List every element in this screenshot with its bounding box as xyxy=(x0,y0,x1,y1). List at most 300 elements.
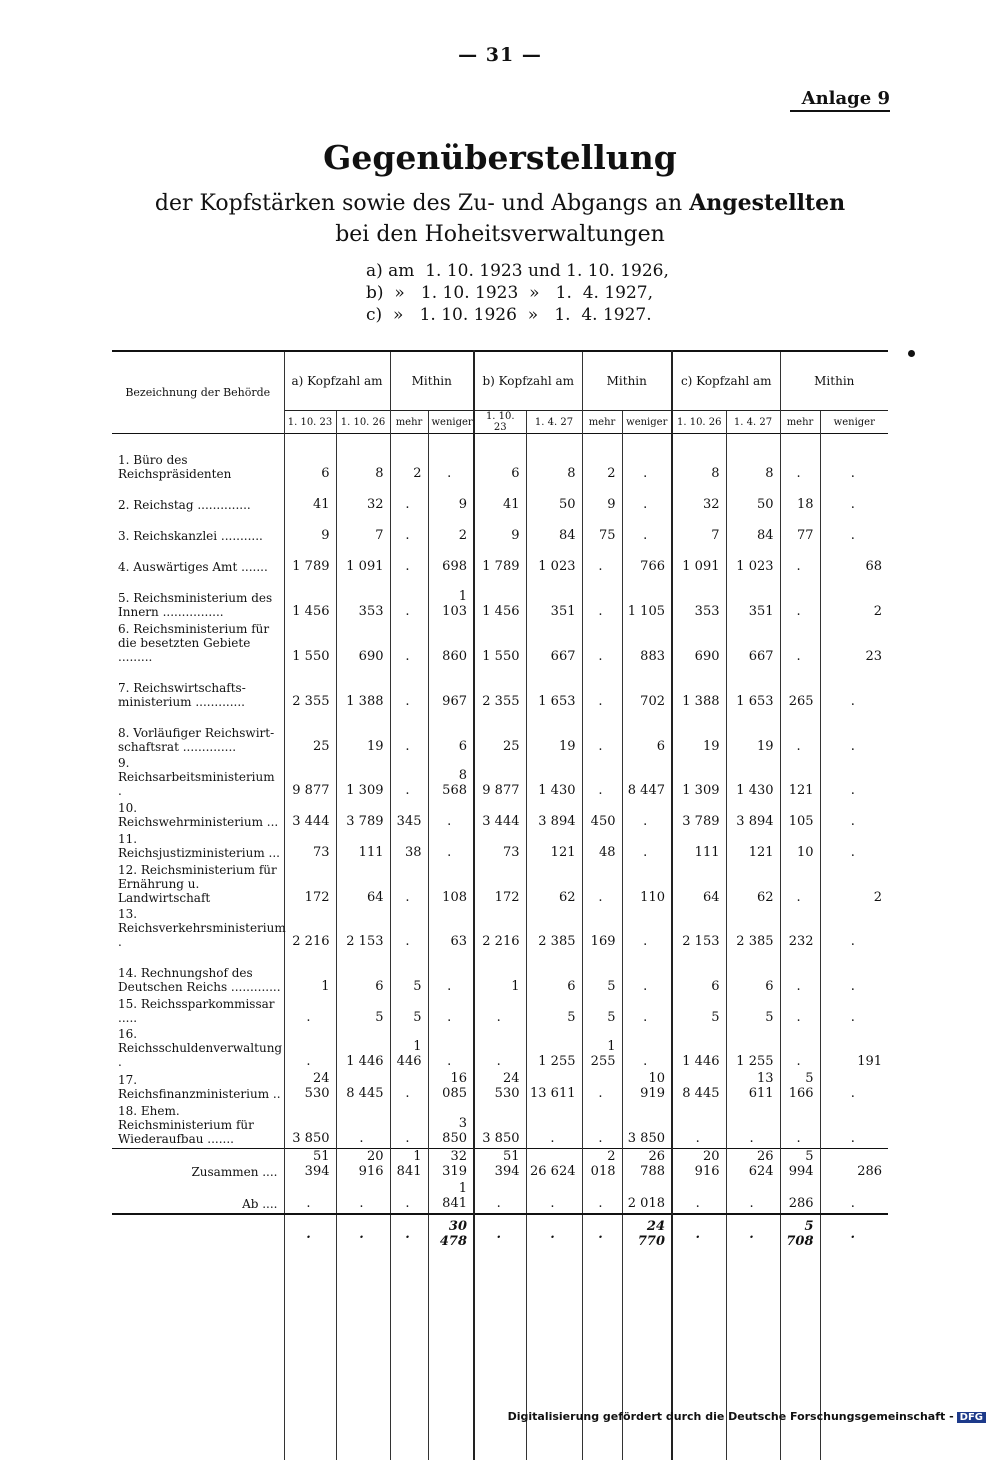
margin-dot xyxy=(908,350,915,357)
value-cell: 84 xyxy=(726,514,780,545)
annex-label: Anlage 9 xyxy=(790,88,890,112)
value-cell: 108 xyxy=(428,862,474,907)
table-row xyxy=(112,800,888,831)
value-cell: . xyxy=(474,1181,526,1214)
value-cell: 1 430 xyxy=(526,756,582,800)
value-cell: . xyxy=(336,1103,390,1149)
page-title: Gegenüberstellung xyxy=(323,138,677,177)
value-cell: 105 xyxy=(780,800,820,831)
value-cell: 8 445 xyxy=(336,1071,390,1103)
footer-text: Digitalisierung gefördert durch die Deutsche Forschungsgemeinschaft - xyxy=(507,1410,954,1423)
value-cell: 2 355 xyxy=(474,666,526,711)
value-cell: . xyxy=(474,996,526,1027)
value-cell: 8 447 xyxy=(622,756,672,800)
value-cell: 3 850 xyxy=(622,1103,672,1149)
value-cell: 30 478 xyxy=(428,1214,474,1255)
value-cell: 5 xyxy=(526,996,582,1027)
value-cell: . xyxy=(284,1214,336,1255)
value-cell: 1 xyxy=(284,951,336,996)
spacer-row xyxy=(112,434,888,453)
row-label: 7. Reichswirtschafts-ministerium ............. xyxy=(118,681,246,709)
table-row xyxy=(112,576,888,621)
value-cell: 3 789 xyxy=(672,800,726,831)
row-label: 13. Reichsverkehrsministerium . xyxy=(118,907,286,949)
value-cell: 73 xyxy=(284,831,336,862)
value-cell: 10 919 xyxy=(622,1071,672,1103)
value-cell: . xyxy=(622,831,672,862)
value-cell: . xyxy=(582,576,622,621)
value-cell: . xyxy=(672,1214,726,1255)
value-cell: . xyxy=(622,483,672,514)
value-cell: 3 789 xyxy=(336,800,390,831)
table-row xyxy=(112,666,888,711)
value-cell: . xyxy=(780,862,820,907)
value-cell: 2 385 xyxy=(726,907,780,951)
value-cell: 110 xyxy=(622,862,672,907)
value-cell: 690 xyxy=(336,621,390,666)
value-cell: 1 550 xyxy=(474,621,526,666)
value-cell: . xyxy=(390,1103,428,1149)
value-cell: 5 166 xyxy=(780,1071,820,1103)
value-cell: . xyxy=(672,1103,726,1149)
header-c: c) Kopfzahl am xyxy=(672,351,780,411)
value-cell: 3 894 xyxy=(726,800,780,831)
value-cell: . xyxy=(622,452,672,483)
value-cell: 32 xyxy=(336,483,390,514)
value-cell: 9 877 xyxy=(474,756,526,800)
value-cell: 20 916 xyxy=(336,1149,390,1182)
value-cell: 2 018 xyxy=(582,1149,622,1182)
value-cell: . xyxy=(622,514,672,545)
value-cell: . xyxy=(336,1181,390,1214)
value-cell: . xyxy=(622,907,672,951)
value-cell: 9 877 xyxy=(284,756,336,800)
table-row xyxy=(112,951,888,996)
value-cell: . xyxy=(780,576,820,621)
value-cell: 9 xyxy=(428,483,474,514)
header-mithin-a: Mithin xyxy=(390,351,474,411)
value-cell: . xyxy=(622,1027,672,1071)
value-cell: 10 xyxy=(780,831,820,862)
final-row xyxy=(112,1214,888,1255)
value-cell: 9 xyxy=(474,514,526,545)
value-cell: 63 xyxy=(428,907,474,951)
value-cell: 9 xyxy=(582,483,622,514)
value-cell: 25 xyxy=(474,711,526,756)
value-cell: . xyxy=(820,452,888,483)
value-cell: . xyxy=(284,1027,336,1071)
value-cell: 967 xyxy=(428,666,474,711)
subheader-cell: mehr xyxy=(390,411,428,434)
subheader-cell: 1. 4. 27 xyxy=(726,411,780,434)
value-cell: . xyxy=(780,996,820,1027)
value-cell: . xyxy=(820,666,888,711)
value-cell: . xyxy=(820,514,888,545)
value-cell: 2 018 xyxy=(622,1181,672,1214)
value-cell: 8 xyxy=(726,452,780,483)
value-cell: 2 xyxy=(820,576,888,621)
value-cell: 16 085 xyxy=(428,1071,474,1103)
value-cell: 2 153 xyxy=(672,907,726,951)
dfg-logo: DFG xyxy=(957,1412,986,1423)
value-cell: . xyxy=(582,666,622,711)
ab-row xyxy=(112,1181,888,1214)
value-cell: . xyxy=(526,1181,582,1214)
value-cell: . xyxy=(390,621,428,666)
value-cell: 64 xyxy=(336,862,390,907)
value-cell: 1 309 xyxy=(336,756,390,800)
value-cell: . xyxy=(726,1103,780,1149)
subheader-cell: mehr xyxy=(582,411,622,434)
value-cell: 351 xyxy=(726,576,780,621)
value-cell: 2 153 xyxy=(336,907,390,951)
value-cell: . xyxy=(390,666,428,711)
header-mithin-b: Mithin xyxy=(582,351,672,411)
value-cell: . xyxy=(582,545,622,576)
table-row xyxy=(112,831,888,862)
value-cell: . xyxy=(622,800,672,831)
value-cell: 1 255 xyxy=(526,1027,582,1071)
value-cell: 6 xyxy=(428,711,474,756)
value-cell: . xyxy=(780,1027,820,1071)
value-cell: . xyxy=(820,996,888,1027)
value-cell: 6 xyxy=(622,711,672,756)
value-cell: 3 444 xyxy=(474,800,526,831)
value-cell: 8 xyxy=(672,452,726,483)
value-cell: . xyxy=(390,1214,428,1255)
value-cell: . xyxy=(820,1181,888,1214)
value-cell: . xyxy=(820,756,888,800)
value-cell: . xyxy=(780,452,820,483)
value-cell: 1 023 xyxy=(726,545,780,576)
value-cell: 1 023 xyxy=(526,545,582,576)
value-cell: 2 xyxy=(428,514,474,545)
date-list xyxy=(366,260,669,326)
value-cell: 73 xyxy=(474,831,526,862)
value-cell: 1 789 xyxy=(284,545,336,576)
value-cell: . xyxy=(622,951,672,996)
value-cell: 5 xyxy=(582,951,622,996)
value-cell: 62 xyxy=(526,862,582,907)
value-cell: 2 xyxy=(820,862,888,907)
table-row xyxy=(112,452,888,483)
subheader-cell: mehr xyxy=(780,411,820,434)
value-cell: 6 xyxy=(474,452,526,483)
subheader-cell: 1. 4. 27 xyxy=(526,411,582,434)
value-cell: 1 091 xyxy=(672,545,726,576)
value-cell: 690 xyxy=(672,621,726,666)
value-cell: 9 xyxy=(284,514,336,545)
value-cell: . xyxy=(820,907,888,951)
value-cell: 8 xyxy=(336,452,390,483)
value-cell: . xyxy=(390,1181,428,1214)
value-cell: . xyxy=(428,831,474,862)
row-label: 17. Reichsfinanzministerium .. xyxy=(118,1073,281,1101)
value-cell: 191 xyxy=(820,1027,888,1071)
value-cell: . xyxy=(526,1214,582,1255)
value-cell: . xyxy=(820,483,888,514)
row-label: 12. Reichsministerium für Ernährung u. Landwirtschaft xyxy=(118,863,277,905)
value-cell: 5 708 xyxy=(780,1214,820,1255)
row-label: 9. Reichsarbeitsministerium . xyxy=(118,756,275,798)
value-cell: 6 xyxy=(284,452,336,483)
value-cell: 3 850 xyxy=(284,1103,336,1149)
value-cell: 1 653 xyxy=(726,666,780,711)
value-cell: 667 xyxy=(726,621,780,666)
subtitle-2: bei den Hoheitsverwaltungen xyxy=(335,222,665,247)
footer-credit xyxy=(508,1410,986,1423)
value-cell: 75 xyxy=(582,514,622,545)
row-label: 4. Auswärtiges Amt ....... xyxy=(118,560,268,574)
value-cell: 2 xyxy=(582,452,622,483)
value-cell: . xyxy=(582,711,622,756)
value-cell: 1 446 xyxy=(390,1027,428,1071)
table-row xyxy=(112,514,888,545)
value-cell: 7 xyxy=(336,514,390,545)
value-cell: . xyxy=(390,711,428,756)
value-cell: 50 xyxy=(526,483,582,514)
value-cell: 2 xyxy=(390,452,428,483)
value-cell: 8 xyxy=(526,452,582,483)
value-cell: 3 850 xyxy=(428,1103,474,1149)
value-cell: 702 xyxy=(622,666,672,711)
value-cell: . xyxy=(820,951,888,996)
value-cell: 8 445 xyxy=(672,1071,726,1103)
value-cell: 6 xyxy=(726,951,780,996)
value-cell: 6 xyxy=(336,951,390,996)
value-cell: . xyxy=(390,514,428,545)
value-cell: 1 550 xyxy=(284,621,336,666)
value-cell: 3 850 xyxy=(474,1103,526,1149)
value-cell: 1 430 xyxy=(726,756,780,800)
value-cell: . xyxy=(428,951,474,996)
value-cell: 2 216 xyxy=(284,907,336,951)
value-cell: 667 xyxy=(526,621,582,666)
row-label: Ab .... xyxy=(242,1197,278,1211)
table-row xyxy=(112,996,888,1027)
value-cell: 5 994 xyxy=(780,1149,820,1182)
value-cell: 5 xyxy=(336,996,390,1027)
value-cell: 172 xyxy=(474,862,526,907)
table-row xyxy=(112,862,888,907)
subheader-cell: weniger xyxy=(820,411,888,434)
value-cell: 5 xyxy=(390,951,428,996)
value-cell: 32 319 xyxy=(428,1149,474,1182)
value-cell: 20 916 xyxy=(672,1149,726,1182)
value-cell: 13 611 xyxy=(726,1071,780,1103)
value-cell: 19 xyxy=(526,711,582,756)
date-line-a: a) am 1. 10. 1923 und 1. 10. 1926, xyxy=(366,261,669,281)
value-cell: 25 xyxy=(284,711,336,756)
subheader-cell: 1. 10. 23 xyxy=(474,411,526,434)
subheader-cell: weniger xyxy=(428,411,474,434)
value-cell: . xyxy=(780,545,820,576)
value-cell: . xyxy=(582,756,622,800)
value-cell: . xyxy=(390,483,428,514)
value-cell: 51 394 xyxy=(474,1149,526,1182)
subtitle xyxy=(0,190,1000,216)
value-cell: 77 xyxy=(780,514,820,545)
value-cell: 1 456 xyxy=(284,576,336,621)
value-cell: . xyxy=(780,951,820,996)
value-cell: . xyxy=(780,621,820,666)
value-cell: . xyxy=(336,1214,390,1255)
row-label: 1. Büro des Reichspräsidenten xyxy=(118,453,232,481)
value-cell: 6 xyxy=(672,951,726,996)
value-cell: . xyxy=(390,756,428,800)
row-label: 18. Ehem. Reichsministerium für Wiederaufbau ....... xyxy=(118,1104,254,1146)
value-cell: . xyxy=(582,1181,622,1214)
value-cell: . xyxy=(390,1071,428,1103)
value-cell: 1 653 xyxy=(526,666,582,711)
value-cell: . xyxy=(428,452,474,483)
value-cell: . xyxy=(428,996,474,1027)
value-cell: 883 xyxy=(622,621,672,666)
value-cell: 1 xyxy=(474,951,526,996)
value-cell: 24 530 xyxy=(474,1071,526,1103)
table-row xyxy=(112,1103,888,1149)
value-cell: . xyxy=(820,1071,888,1103)
subheader-cell: weniger xyxy=(622,411,672,434)
table-row xyxy=(112,1071,888,1103)
value-cell: 1 388 xyxy=(336,666,390,711)
date-line-b: b) » 1. 10. 1923 » 1. 4. 1927, xyxy=(366,283,653,303)
value-cell: 1 841 xyxy=(428,1181,474,1214)
value-cell: . xyxy=(390,545,428,576)
value-cell: 1 446 xyxy=(336,1027,390,1071)
value-cell: 5 xyxy=(672,996,726,1027)
value-cell: . xyxy=(474,1027,526,1071)
value-cell: 64 xyxy=(672,862,726,907)
value-cell: 32 xyxy=(672,483,726,514)
value-cell: 1 789 xyxy=(474,545,526,576)
row-label: 8. Vorläufiger Reichswirt-schaftsrat .............. xyxy=(118,726,275,754)
filler-row xyxy=(112,1255,888,1460)
value-cell: . xyxy=(582,621,622,666)
value-cell: 169 xyxy=(582,907,622,951)
value-cell: 111 xyxy=(336,831,390,862)
table-row xyxy=(112,711,888,756)
header-a: a) Kopfzahl am xyxy=(284,351,390,411)
value-cell: 41 xyxy=(474,483,526,514)
value-cell: 1 091 xyxy=(336,545,390,576)
value-cell: 265 xyxy=(780,666,820,711)
value-cell: 1 456 xyxy=(474,576,526,621)
subheader-cell: 1. 10. 26 xyxy=(336,411,390,434)
table-row xyxy=(112,907,888,951)
value-cell: . xyxy=(672,1181,726,1214)
value-cell: 121 xyxy=(726,831,780,862)
value-cell: . xyxy=(622,996,672,1027)
value-cell: . xyxy=(582,1103,622,1149)
table-row xyxy=(112,545,888,576)
page-number: — 31 — xyxy=(458,44,542,66)
value-cell: 41 xyxy=(284,483,336,514)
table-row xyxy=(112,483,888,514)
value-cell: . xyxy=(526,1103,582,1149)
header-mithin-c: Mithin xyxy=(780,351,888,411)
subtitle-bold: Angestellten xyxy=(689,190,846,216)
row-label: Zusammen .... xyxy=(112,1149,284,1182)
value-cell: 5 xyxy=(582,996,622,1027)
value-cell: 26 788 xyxy=(622,1149,672,1182)
value-cell: 172 xyxy=(284,862,336,907)
table-row xyxy=(112,1027,888,1071)
row-label xyxy=(112,1214,284,1255)
staff-table xyxy=(112,350,888,1460)
value-cell: 353 xyxy=(336,576,390,621)
row-label: 16. Reichsschuldenverwaltung . xyxy=(118,1027,283,1069)
value-cell: . xyxy=(284,996,336,1027)
subheader-cell: 1. 10. 23 xyxy=(284,411,336,434)
value-cell: . xyxy=(820,800,888,831)
value-cell: 24 530 xyxy=(284,1071,336,1103)
row-label: 15. Reichssparkommissar ..... xyxy=(118,997,275,1025)
value-cell: . xyxy=(780,711,820,756)
value-cell: . xyxy=(726,1214,780,1255)
value-cell: . xyxy=(726,1181,780,1214)
value-cell: 1 105 xyxy=(622,576,672,621)
value-cell: . xyxy=(390,862,428,907)
value-cell: 23 xyxy=(820,621,888,666)
header-behoerde: Bezeichnung der Behörde xyxy=(125,386,271,399)
value-cell: 68 xyxy=(820,545,888,576)
value-cell: 1 841 xyxy=(390,1149,428,1182)
value-cell: 7 xyxy=(672,514,726,545)
value-cell: 1 388 xyxy=(672,666,726,711)
value-cell: . xyxy=(390,576,428,621)
value-cell: 51 394 xyxy=(284,1149,336,1182)
value-cell: 286 xyxy=(820,1149,888,1182)
value-cell: 19 xyxy=(672,711,726,756)
value-cell: . xyxy=(390,907,428,951)
table-row xyxy=(112,621,888,666)
value-cell: . xyxy=(428,800,474,831)
value-cell: 8 568 xyxy=(428,756,474,800)
row-label: 3. Reichskanzlei ........... xyxy=(118,529,263,543)
value-cell: 84 xyxy=(526,514,582,545)
value-cell: 19 xyxy=(336,711,390,756)
value-cell: 698 xyxy=(428,545,474,576)
row-label: 2. Reichstag .............. xyxy=(118,498,251,512)
value-cell: 860 xyxy=(428,621,474,666)
value-cell: 48 xyxy=(582,831,622,862)
value-cell: 1 103 xyxy=(428,576,474,621)
value-cell: 2 385 xyxy=(526,907,582,951)
value-cell: 450 xyxy=(582,800,622,831)
table-row xyxy=(112,756,888,800)
value-cell: 62 xyxy=(726,862,780,907)
totals-row xyxy=(112,1149,888,1182)
row-label: 14. Rechnungshof des Deutschen Reichs ............. xyxy=(118,966,281,994)
value-cell: 121 xyxy=(780,756,820,800)
row-label: 6. Reichsministerium für die besetzten Gebiete ......... xyxy=(118,622,270,664)
header-b: b) Kopfzahl am xyxy=(474,351,582,411)
value-cell: 26 624 xyxy=(726,1149,780,1182)
value-cell: . xyxy=(820,831,888,862)
value-cell: . xyxy=(820,1214,888,1255)
value-cell: 111 xyxy=(672,831,726,862)
row-label: 10. Reichswehrministerium ... xyxy=(118,801,279,829)
value-cell: 5 xyxy=(726,996,780,1027)
value-cell: 121 xyxy=(526,831,582,862)
value-cell: 2 216 xyxy=(474,907,526,951)
value-cell: 3 894 xyxy=(526,800,582,831)
value-cell: . xyxy=(582,862,622,907)
value-cell: 1 446 xyxy=(672,1027,726,1071)
value-cell: 286 xyxy=(780,1181,820,1214)
value-cell: 232 xyxy=(780,907,820,951)
